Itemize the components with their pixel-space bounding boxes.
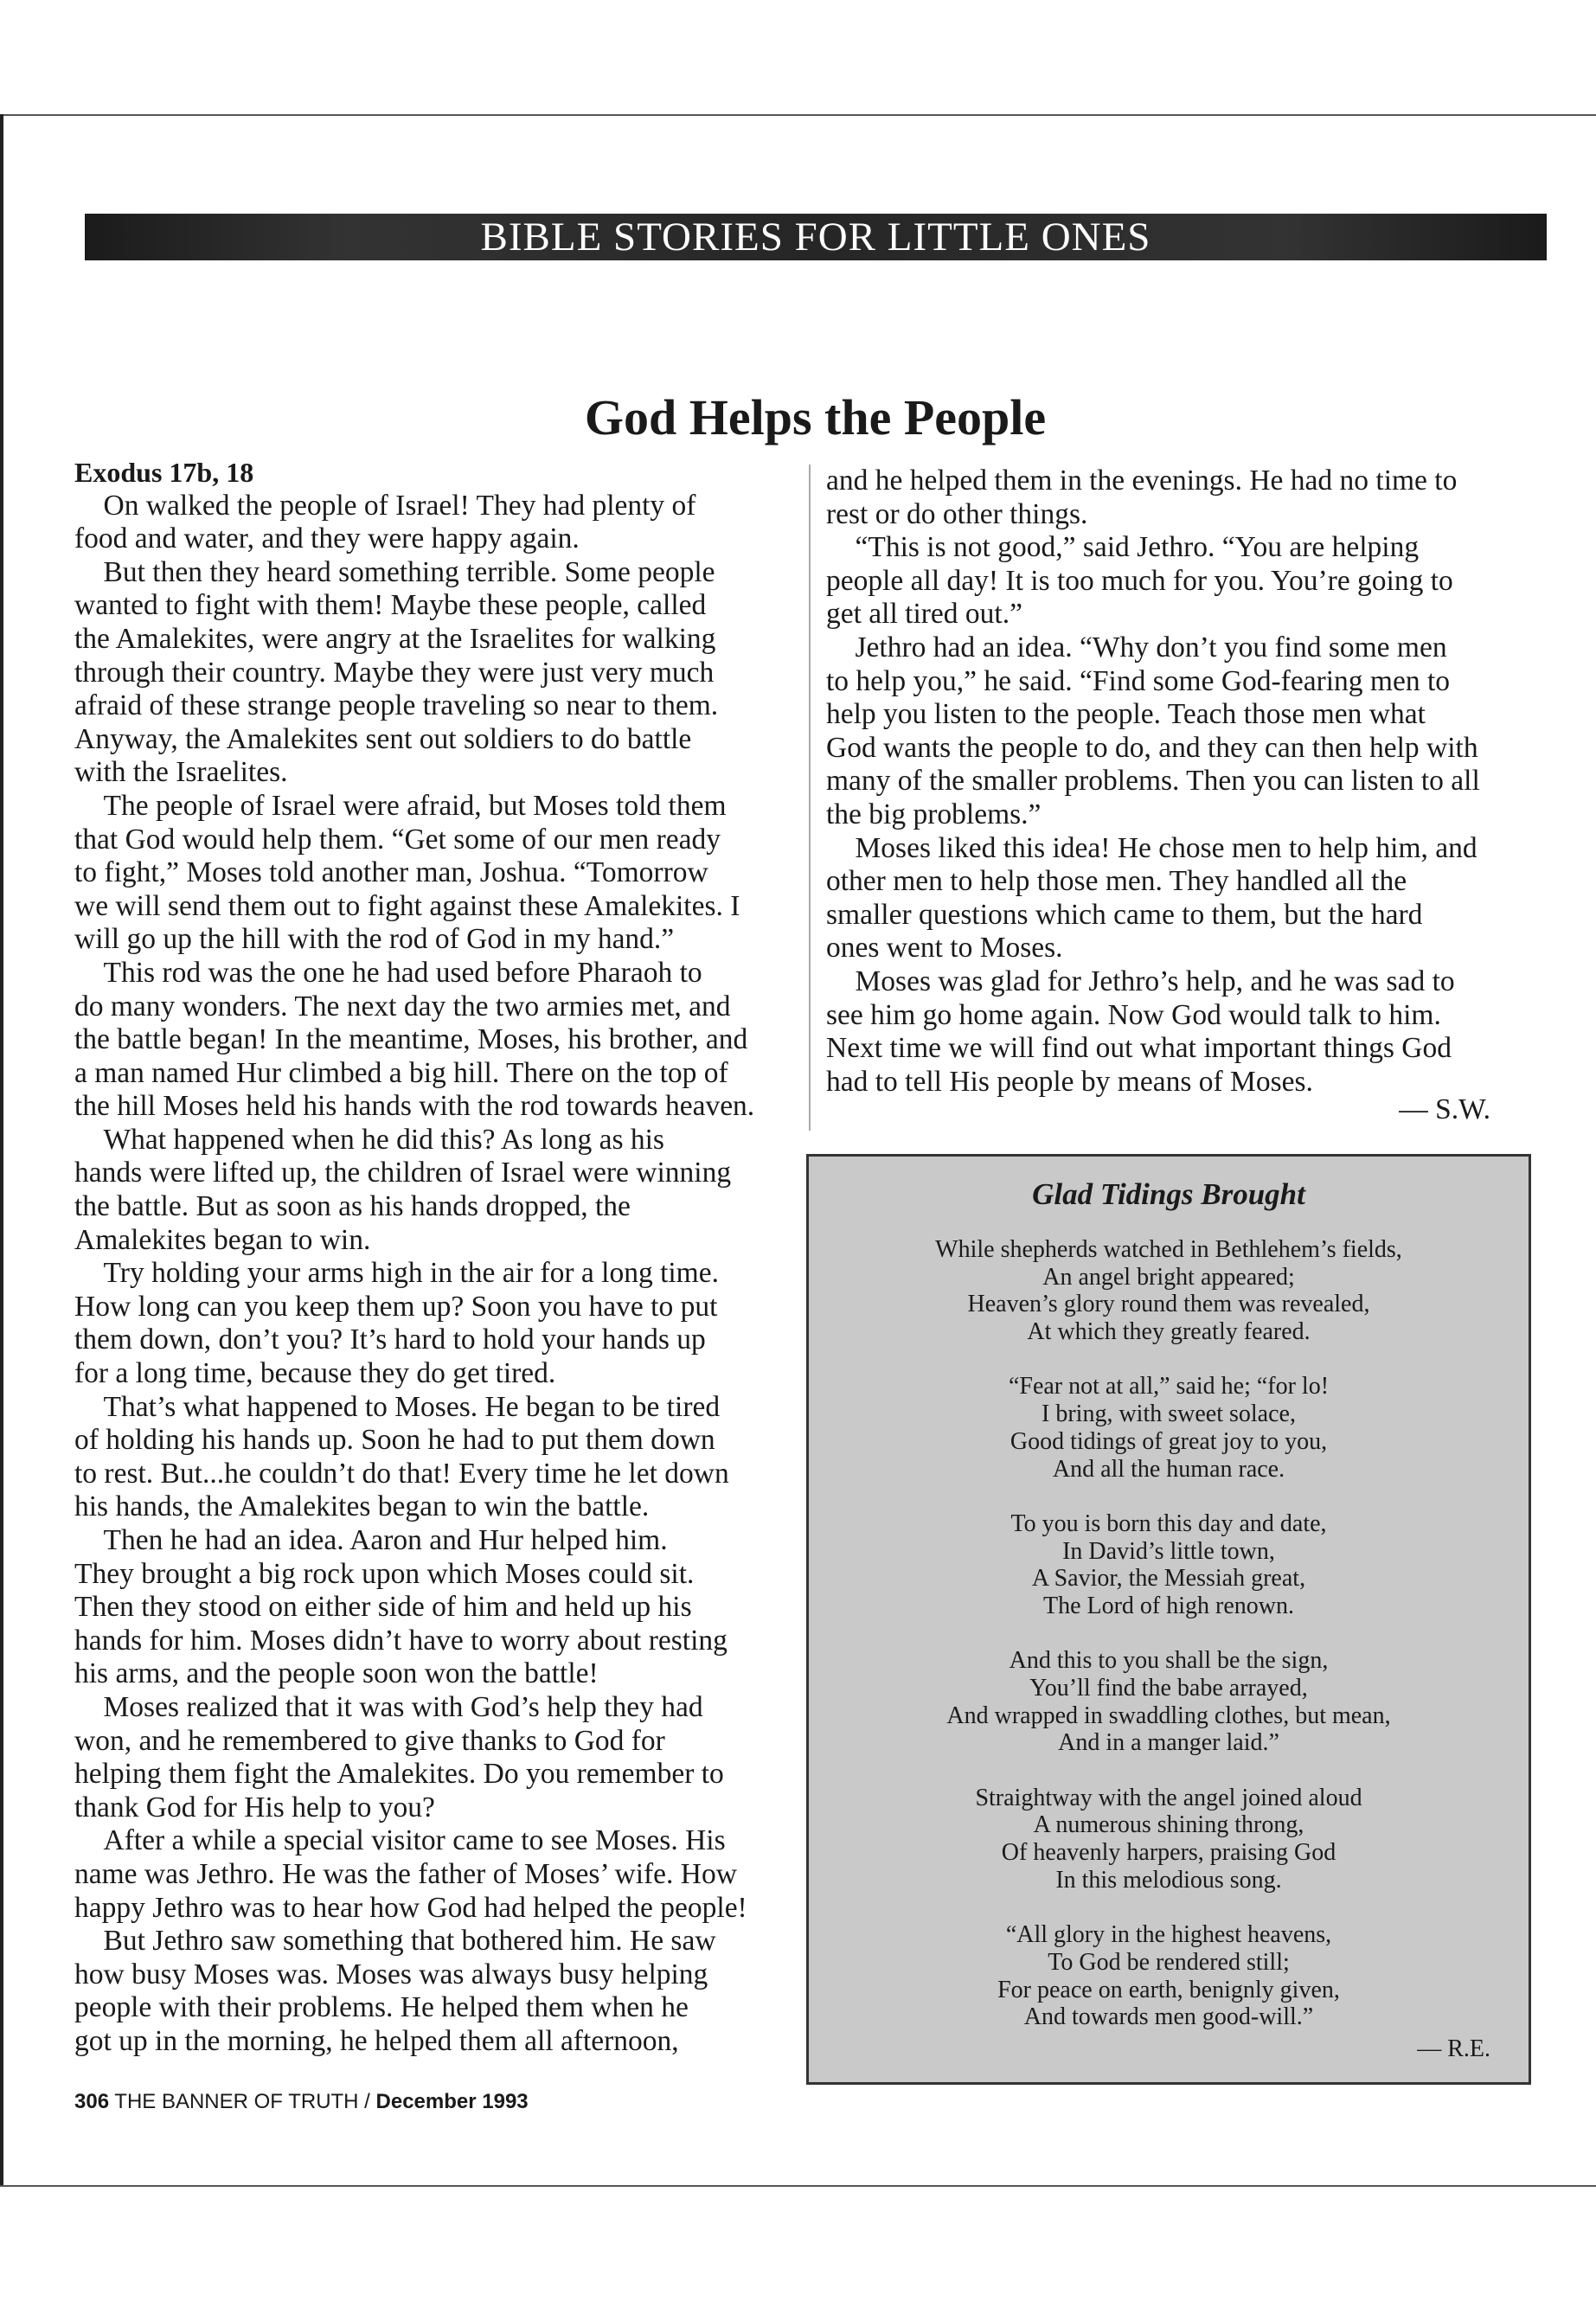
story-line: Anyway, the Amalekites sent out soldiers to do battle bbox=[74, 722, 692, 755]
story-line: Amalekites began to win. bbox=[74, 1223, 371, 1256]
poem-line: In David’s little town, bbox=[1062, 1537, 1275, 1565]
story-line: wanted to fight with them! Maybe these people, called bbox=[74, 589, 707, 622]
poem-line: “Fear not at all,” said he; “for lo! bbox=[1008, 1373, 1330, 1400]
story-line: do many wonders. The next day the two armies met, and bbox=[74, 990, 731, 1022]
bottom-rule bbox=[0, 2185, 1596, 2187]
stanza-gap bbox=[809, 1346, 1529, 1374]
story-line: to help you,” he said. “Find some God-fearing men to bbox=[826, 664, 1451, 697]
story-column-right bbox=[826, 465, 1544, 1099]
story-line: ones went to Moses. bbox=[826, 932, 1063, 965]
story-line: smaller questions which came to them, but the hard bbox=[826, 898, 1423, 931]
poem-line: At which they greatly feared. bbox=[1027, 1318, 1311, 1346]
poem-line: Straightway with the angel joined aloud bbox=[975, 1784, 1362, 1811]
story-line: got up in the morning, he helped them all afternoon, bbox=[74, 2024, 679, 2057]
story-column-left bbox=[74, 456, 792, 2059]
story-line: the big problems.” bbox=[826, 798, 1042, 830]
story-line: God wants the people to do, and they can then help with bbox=[826, 731, 1478, 764]
poem-line: And in a manger laid.” bbox=[1058, 1729, 1279, 1757]
poem-body bbox=[809, 1236, 1529, 2031]
story-line: his hands, the Amalekites began to win the battle. bbox=[74, 1490, 650, 1523]
poem-line: I bring, with sweet solace, bbox=[1042, 1400, 1296, 1428]
story-line: hands for him. Moses didn’t have to worry about resting bbox=[74, 1624, 727, 1657]
story-line: “This is not good,” said Jethro. “You are helping bbox=[826, 531, 1420, 564]
story-line: and he helped them in the evenings. He had no time to bbox=[826, 465, 1458, 497]
story-line: people with their problems. He helped them when he bbox=[74, 1991, 689, 2024]
story-line: had to tell His people by means of Moses. bbox=[826, 1065, 1313, 1098]
story-line: Then they stood on either side of him and held up his bbox=[74, 1591, 692, 1624]
story-line: to rest. But...he couldn’t do that! Every time he let down bbox=[74, 1457, 729, 1490]
story-line: help you listen to the people. Teach those men what bbox=[826, 698, 1426, 731]
section-banner-text: BIBLE STORIES FOR LITTLE ONES bbox=[480, 215, 1151, 260]
poem-line: Good tidings of great joy to you, bbox=[1010, 1427, 1328, 1455]
story-line: we will send them out to fight against these Amalekites. I bbox=[74, 889, 740, 922]
story-line: food and water, and they were happy again. bbox=[74, 522, 580, 555]
story-line: with the Israelites. bbox=[74, 756, 288, 789]
story-line: How long can you keep them up? Soon you have to put bbox=[74, 1290, 718, 1323]
story-signature: — S.W. bbox=[1399, 1093, 1490, 1125]
stanza-gap bbox=[809, 1620, 1529, 1648]
story-line: What happened when he did this? As long as his bbox=[74, 1123, 664, 1156]
poem-line: In this melodious song. bbox=[1055, 1866, 1282, 1894]
story-line: a man named Hur climbed a big hill. There on the top of bbox=[74, 1056, 728, 1089]
poem-line: To you is born this day and date, bbox=[1010, 1509, 1327, 1537]
story-line: through their country. Maybe they were just very much bbox=[74, 656, 715, 689]
story-line: The people of Israel were afraid, but Moses told them bbox=[74, 789, 727, 822]
poem-box bbox=[806, 1154, 1531, 2085]
poem-line: “All glory in the highest heavens, bbox=[1005, 1921, 1332, 1949]
story-line: Moses liked this idea! He chose men to help him, and bbox=[826, 831, 1477, 864]
story-line: will go up the hill with the rod of God in my hand.” bbox=[74, 923, 675, 956]
poem-line: For peace on earth, benignly given, bbox=[997, 1976, 1340, 2003]
poem-line: A numerous shining throng, bbox=[1033, 1811, 1304, 1839]
poem-line: And towards men good-will.” bbox=[1023, 2003, 1314, 2031]
issue-date: December 1993 bbox=[375, 2090, 529, 2113]
page-footer bbox=[74, 2089, 529, 2115]
poem-line: Heaven’s glory round them was revealed, bbox=[967, 1291, 1370, 1318]
poem-line: And all the human race. bbox=[1052, 1455, 1285, 1483]
story-line: They brought a big rock upon which Moses could sit. bbox=[74, 1557, 695, 1590]
story-line: Then he had an idea. Aaron and Hur helped him. bbox=[74, 1524, 668, 1556]
poem-line: You’ll find the babe arrayed, bbox=[1029, 1675, 1308, 1702]
section-banner bbox=[85, 214, 1547, 260]
story-line: rest or do other things. bbox=[826, 497, 1088, 530]
column-divider bbox=[809, 465, 811, 1131]
poem-line: A Savior, the Messiah great, bbox=[1031, 1565, 1306, 1593]
story-line: After a while a special visitor came to see Moses. His bbox=[74, 1824, 726, 1857]
story-line: But Jethro saw something that bothered him. He saw bbox=[74, 1925, 716, 1958]
article-title: God Helps the People bbox=[584, 389, 1047, 445]
poem-line: The Lord of high renown. bbox=[1042, 1592, 1295, 1619]
poem-line: An angel bright appeared; bbox=[1042, 1263, 1295, 1291]
story-line: the battle began! In the meantime, Moses, his brother, and bbox=[74, 1023, 748, 1056]
story-line: to fight,” Moses told another man, Joshua. “Tomorrow bbox=[74, 856, 708, 889]
top-rule bbox=[0, 114, 1596, 116]
story-line: his arms, and the people soon won the battle! bbox=[74, 1657, 599, 1690]
story-line: Next time we will find out what important things God bbox=[826, 1032, 1452, 1065]
story-line: That’s what happened to Moses. He began to be tired bbox=[74, 1390, 721, 1423]
story-line: won, and he remembered to give thanks to God for bbox=[74, 1724, 665, 1757]
story-line: them down, don’t you? It’s hard to hold your hands up bbox=[74, 1324, 706, 1356]
story-line: thank God for His help to you? bbox=[74, 1791, 435, 1823]
story-line: see him go home again. Now God would talk to him. bbox=[826, 998, 1441, 1031]
publication-name: THE BANNER OF TRUTH / bbox=[114, 2090, 370, 2113]
poem-line: And this to you shall be the sign, bbox=[1009, 1647, 1329, 1675]
story-line: that God would help them. “Get some of our men ready bbox=[74, 823, 721, 856]
story-line: But then they heard something terrible. Some people bbox=[74, 555, 715, 588]
story-line: the hill Moses held his hands with the rod towards heaven. bbox=[74, 1090, 755, 1123]
story-line: afraid of these strange people traveling so near to them. bbox=[74, 689, 719, 722]
poem-title: Glad Tidings Brought bbox=[1032, 1177, 1305, 1211]
story-line: hands were lifted up, the children of Israel were winning bbox=[74, 1157, 732, 1189]
story-line: Try holding your arms high in the air for a long time. bbox=[74, 1257, 719, 1290]
story-line: This rod was the one he had used before Pharaoh to bbox=[74, 956, 702, 989]
poem-line: While shepherds watched in Bethlehem’s fields, bbox=[935, 1236, 1402, 1263]
poem-line: To God be rendered still; bbox=[1048, 1948, 1290, 1976]
story-line: many of the smaller problems. Then you can listen to all bbox=[826, 765, 1480, 798]
poem-line: Of heavenly harpers, praising God bbox=[1001, 1839, 1336, 1867]
stanza-gap bbox=[809, 1757, 1529, 1785]
scripture-reference: Exodus 17b, 18 bbox=[74, 457, 254, 488]
story-line: Jethro had an idea. “Why don’t you find some men bbox=[826, 631, 1447, 663]
story-line: other men to help those men. They handled all the bbox=[826, 865, 1407, 898]
story-line: how busy Moses was. Moses was always busy helping bbox=[74, 1958, 708, 1990]
page-number: 306 bbox=[74, 2090, 110, 2113]
story-line: of holding his hands up. Soon he had to put them down bbox=[74, 1424, 715, 1457]
poem-signature: — R.E. bbox=[1417, 2035, 1490, 2062]
story-line: happy Jethro was to hear how God had helped the people! bbox=[74, 1891, 747, 1924]
story-line: get all tired out.” bbox=[826, 598, 1022, 631]
story-line: the Amalekites, were angry at the Israelites for walking bbox=[74, 622, 716, 655]
story-line: the battle. But as soon as his hands dropped, the bbox=[74, 1190, 631, 1223]
story-line: On walked the people of Israel! They had plenty of bbox=[74, 489, 696, 522]
stanza-gap bbox=[809, 1483, 1529, 1510]
stanza-gap bbox=[809, 1894, 1529, 1922]
story-line: for a long time, because they do get tired. bbox=[74, 1357, 556, 1390]
story-line: name was Jethro. He was the father of Moses’ wife. How bbox=[74, 1857, 737, 1890]
story-line: Moses realized that it was with God’s help they had bbox=[74, 1690, 703, 1723]
story-line: people all day! It is too much for you. You’re going to bbox=[826, 564, 1453, 597]
poem-line: And wrapped in swaddling clothes, but mean, bbox=[946, 1702, 1391, 1729]
story-line: Moses was glad for Jethro’s help, and he was sad to bbox=[826, 965, 1455, 997]
story-line: helping them fight the Amalekites. Do you remember to bbox=[74, 1758, 724, 1791]
